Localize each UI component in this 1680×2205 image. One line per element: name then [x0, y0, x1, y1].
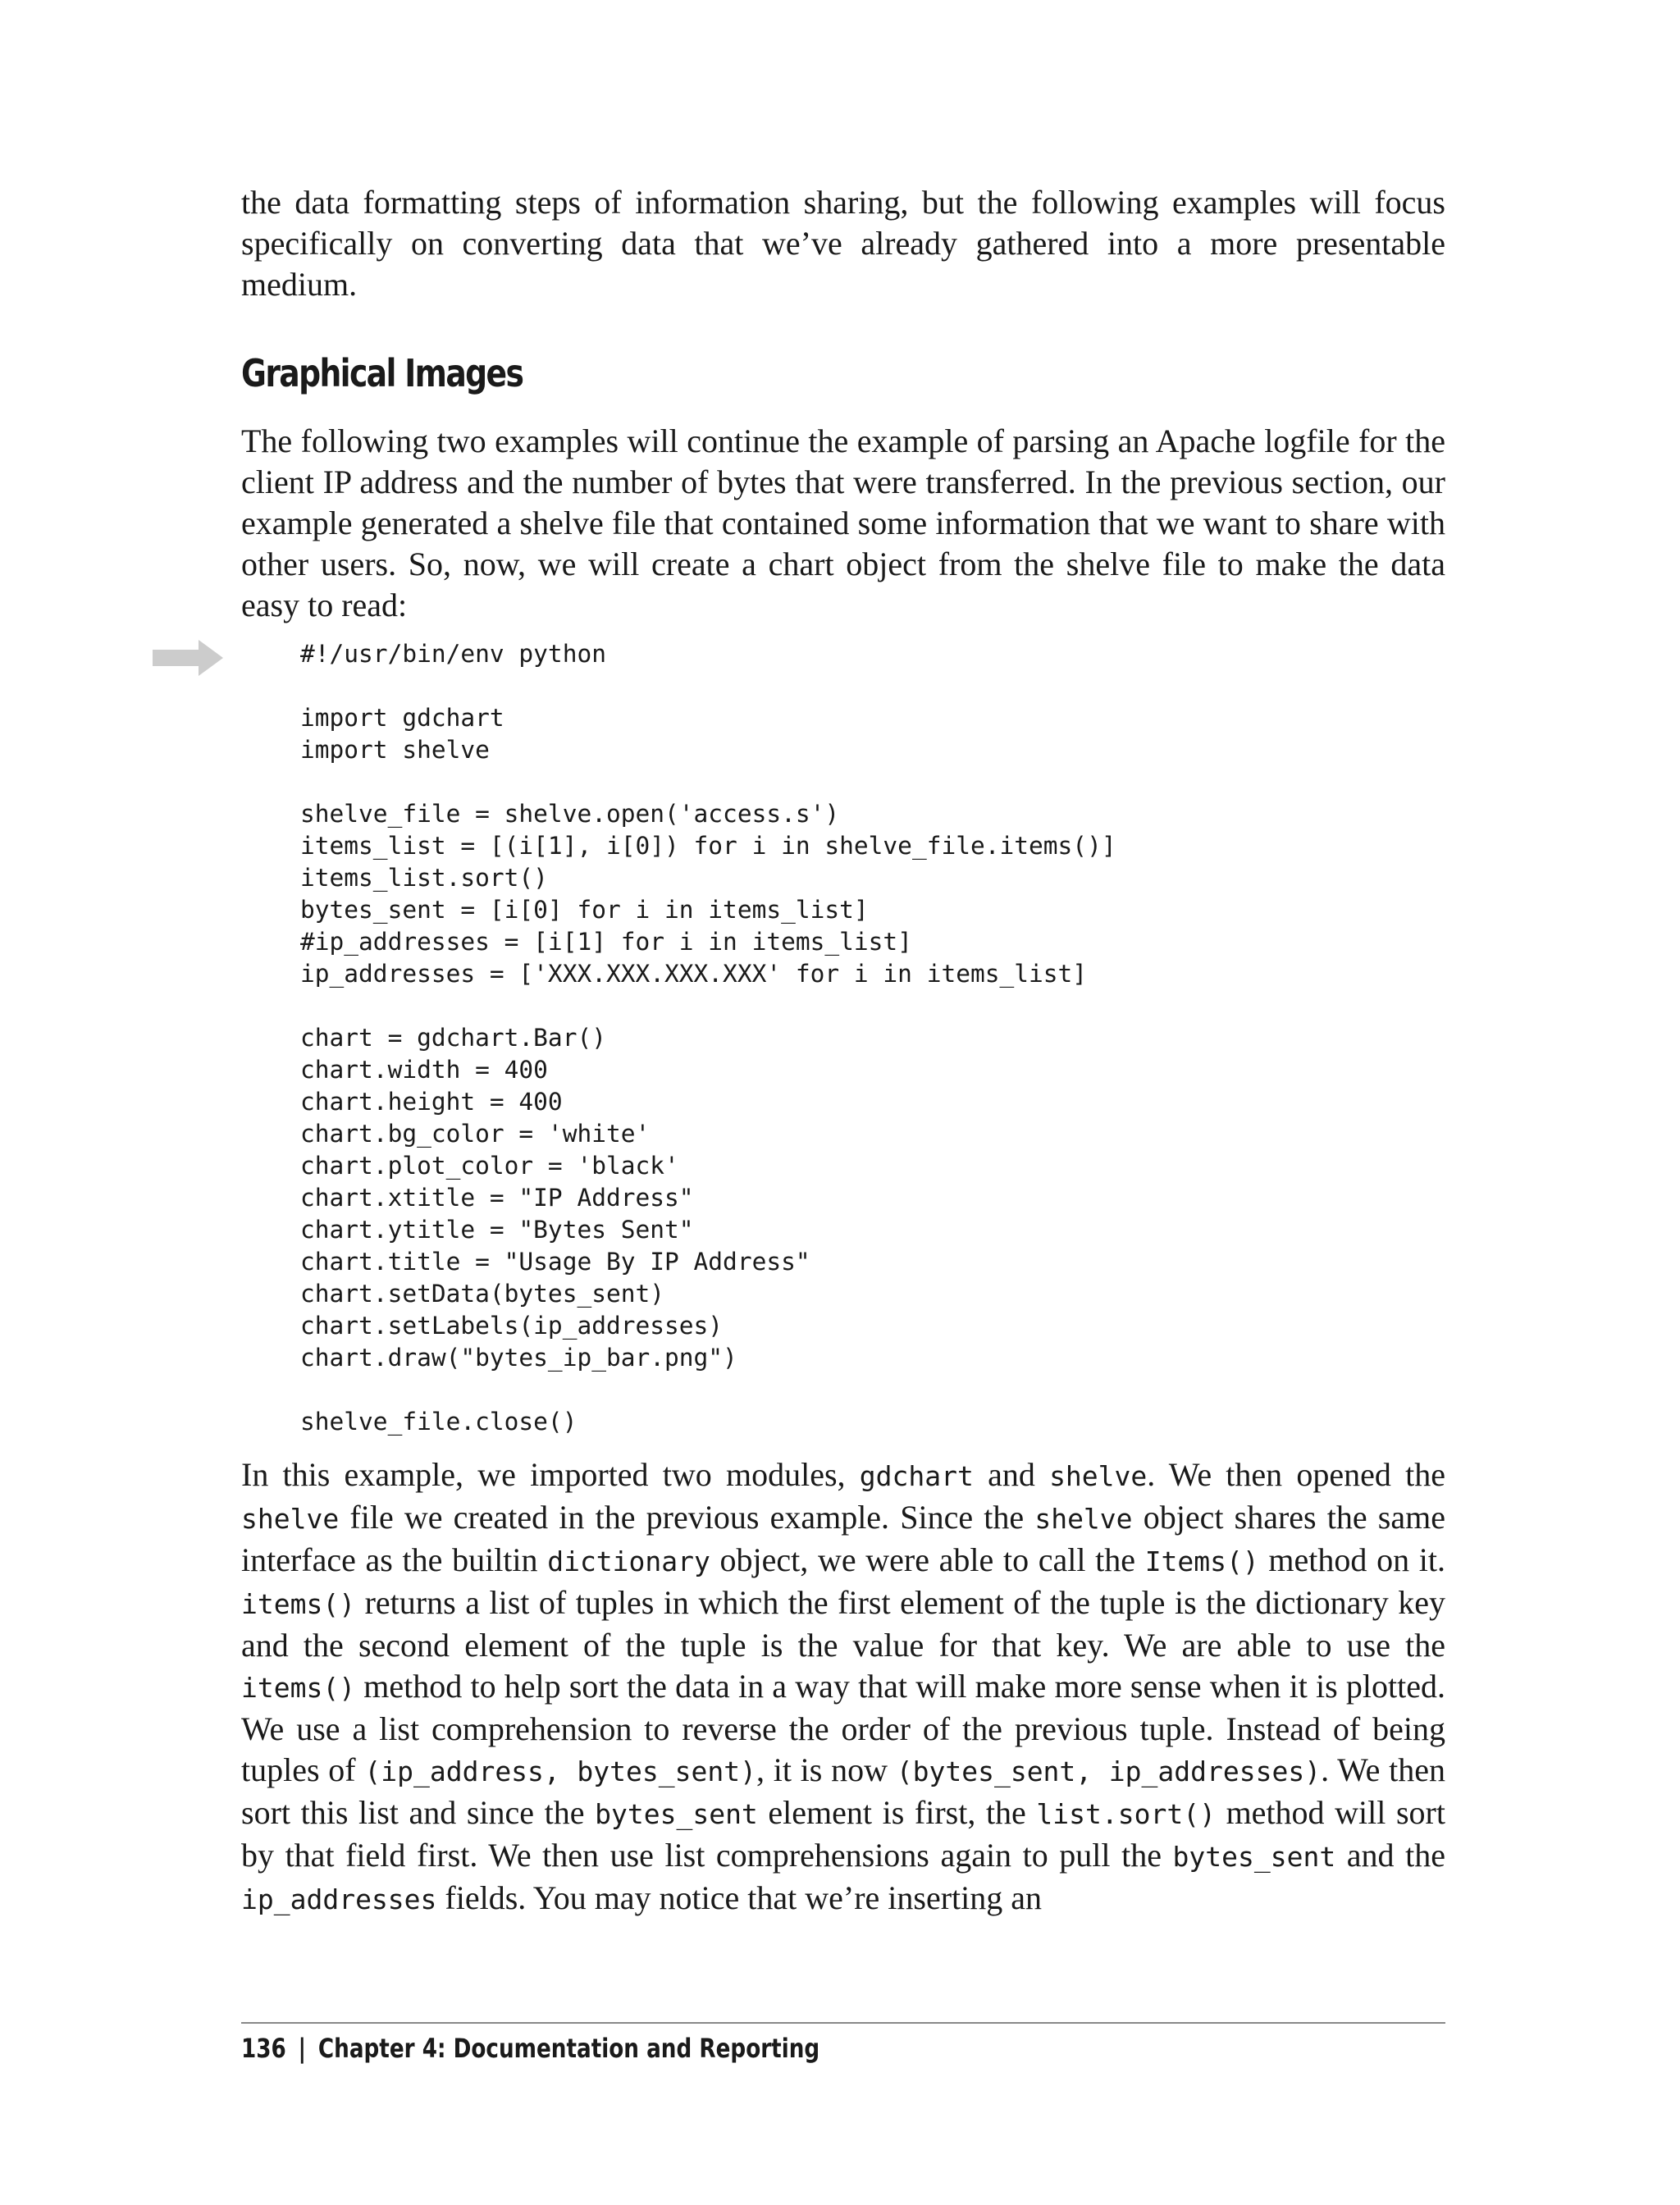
explanation-text: method to help sort the data in a way that will make more sense when it is plotted. We use a list comprehension to reverse the order of the previous tuple. Instead of being tuples of [241, 1668, 1445, 1788]
explanation-text: returns a list of tuples in which the first element of the tuple is the dictionary key and the second element of the tuple is the value for that key. We are able to use the [241, 1584, 1445, 1664]
inline-code: items() [241, 1672, 356, 1704]
explanation-text: object, we were able to call the [710, 1541, 1145, 1578]
code-listing [300, 638, 1116, 1438]
inline-code: shelve [241, 1503, 340, 1535]
code-line: chart.ytitle = "Bytes Sent" [300, 1216, 694, 1244]
explanation-text: object shares the same interface as the builtin [241, 1499, 1445, 1578]
code-line: import gdchart [300, 704, 504, 732]
code-line: chart.setData(bytes_sent) [300, 1280, 665, 1308]
code-line: items_list.sort() [300, 864, 548, 892]
inline-code: list.sort() [1036, 1798, 1216, 1830]
intro-paragraph: the data formatting steps of information sharing, but the following examples will focus specifically on converting data that we’ve already gathered into a more presentable medium. [241, 184, 1445, 303]
footer-separator: | [298, 2033, 307, 2064]
explanation-paragraph [241, 1454, 1445, 1920]
footer-divider [241, 2022, 1445, 2024]
explanation-text: and the [1335, 1837, 1445, 1874]
inline-code: bytes_sent [595, 1798, 758, 1830]
explanation-text: . We then opened the [1147, 1456, 1445, 1493]
explanation-text: and [973, 1456, 1050, 1493]
code-line: bytes_sent = [i[0] for i in items_list] [300, 896, 869, 924]
inline-code: (ip_address, bytes_sent) [364, 1755, 756, 1787]
code-line: chart.width = 400 [300, 1056, 548, 1084]
inline-code: shelve [1049, 1460, 1148, 1492]
explanation-text: . We then sort this list and since the [241, 1751, 1446, 1831]
arrow-marker-icon [153, 640, 223, 676]
chapter-title: Chapter 4: Documentation and Reporting [317, 2033, 820, 2064]
code-line: #ip_addresses = [i[1] for i in items_list] [300, 928, 912, 956]
explanation-text: element is first, the [757, 1794, 1037, 1831]
explanation-text: method will sort by that field first. We then use list comprehensions again to pull the [241, 1794, 1445, 1874]
code-line: shelve_file = shelve.open('access.s') [300, 800, 840, 828]
explanation-text: file we created in the previous example. Since the [339, 1499, 1035, 1536]
section-heading: Graphical Images [241, 351, 523, 395]
code-line: chart.bg_color = 'white' [300, 1120, 651, 1148]
code-line: chart.setLabels(ip_addresses) [300, 1312, 724, 1340]
inline-code: bytes_sent [1172, 1841, 1336, 1873]
page-number: 136 [241, 2033, 286, 2064]
page-footer [241, 2033, 819, 2064]
explanation-text: , it is now [756, 1751, 897, 1788]
section-paragraph: The following two examples will continue the example of parsing an Apache logfile for the client IP address and the number of bytes that were transferred. In the previous section, our example generated a shelve file that contained some information that we want to share with other users. So, now, we will create a chart object from the shelve file to make the data easy to read: [241, 422, 1445, 623]
explanation-text: method on it. [1258, 1541, 1445, 1578]
code-line: shelve_file.close() [300, 1408, 578, 1436]
code-line: import shelve [300, 736, 490, 764]
code-line: chart.title = "Usage By IP Address" [300, 1248, 810, 1276]
code-line: #!/usr/bin/env python [300, 640, 606, 668]
inline-code: (bytes_sent, ip_addresses) [896, 1755, 1322, 1787]
explanation-text: In this example, we imported two modules, [241, 1456, 860, 1493]
inline-code: dictionary [547, 1545, 710, 1577]
inline-code: items() [241, 1588, 356, 1620]
code-line: chart = gdchart.Bar() [300, 1024, 606, 1052]
code-line: chart.xtitle = "IP Address" [300, 1184, 694, 1212]
code-line: chart.draw("bytes_ip_bar.png") [300, 1344, 737, 1372]
code-line: chart.height = 400 [300, 1088, 563, 1116]
code-line: items_list = [(i[1], i[0]) for i in shelve_file.items()] [300, 832, 1116, 860]
inline-code: gdchart [859, 1460, 974, 1492]
code-line: ip_addresses = ['XXX.XXX.XXX.XXX' for i in items_list] [300, 960, 1088, 988]
inline-code: Items() [1144, 1545, 1259, 1577]
code-line: chart.plot_color = 'black' [300, 1152, 679, 1180]
explanation-text: fields. You may notice that we’re inserting an [436, 1879, 1043, 1916]
inline-code: shelve [1034, 1503, 1133, 1535]
inline-code: ip_addresses [241, 1883, 437, 1915]
